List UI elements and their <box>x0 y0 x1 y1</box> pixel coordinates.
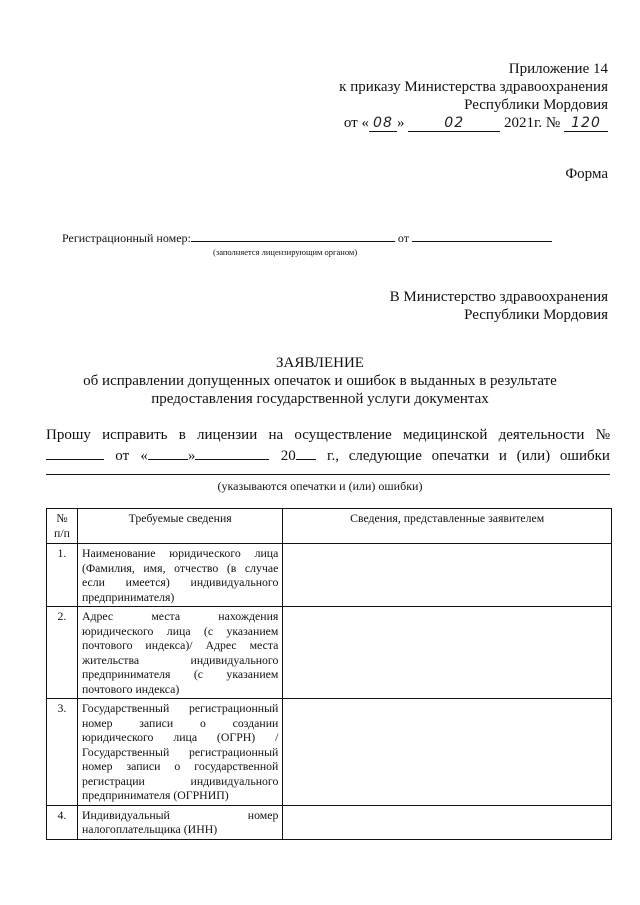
request-paragraph <box>46 425 610 466</box>
request-line-1: Прошу исправить в лицензии на осуществление медицинской деятельности № <box>46 427 610 443</box>
appendix-number: Приложение 14 <box>508 61 608 77</box>
order-month: 02 <box>408 116 500 132</box>
license-year-field[interactable] <box>296 445 316 460</box>
row-number: 4. <box>47 805 78 839</box>
registration-from-label: от <box>397 231 409 245</box>
row-description: Государственный регистрационный номер записи о создании юридического лица (ОГРН) / Государственный регистрационный номер записи о государственной регистрации индивидуального предпринимателя (ОГРНИП) <box>77 699 282 806</box>
order-date-line: от « 08 » 02 2021г. № 120 <box>278 114 608 132</box>
row-value-cell[interactable] <box>283 805 612 839</box>
row-description: Индивидуальный номер налогоплательщика (ИНН) <box>77 805 282 839</box>
license-date-field[interactable]: « » <box>140 445 269 466</box>
header-required-info: Требуемые сведения <box>77 509 282 544</box>
errors-input-line[interactable] <box>46 474 610 475</box>
title-subtitle-2: предоставления государственной услуги документах <box>151 391 489 407</box>
header-number: № п/п <box>47 509 78 544</box>
registration-date-field[interactable] <box>412 230 552 242</box>
appendix-header <box>278 60 608 132</box>
row-number: 2. <box>47 607 78 699</box>
registration-label: Регистрационный номер: <box>62 231 191 245</box>
table-header-row <box>47 509 612 544</box>
republic-name: Республики Мордовия <box>464 97 608 113</box>
license-number-field[interactable] <box>46 445 104 460</box>
order-day: 08 <box>369 116 397 132</box>
registration-note: (заполняется лицензирующим органом) <box>213 247 358 257</box>
table-row <box>47 607 612 699</box>
table-row <box>47 544 612 607</box>
order-reference: к приказу Министерства здравоохранения <box>339 79 608 95</box>
row-description: Адрес места нахождения юридического лица (с указанием почтового индекса)/ Адрес места жительства индивидуального предпринимателя (с указанием почтового индекса) <box>77 607 282 699</box>
request-tail: г., следующие опечатки и (или) ошибки <box>326 448 610 464</box>
recipient-line-2: Республики Мордовия <box>464 307 608 323</box>
form-label: Форма <box>565 166 608 182</box>
row-number: 3. <box>47 699 78 806</box>
header-applicant-info: Сведения, представленные заявителем <box>283 509 612 544</box>
recipient-block <box>308 288 608 324</box>
title-heading: ЗАЯВЛЕНИЕ <box>276 355 364 371</box>
recipient-line-1: В Министерство здравоохранения <box>389 289 608 305</box>
request-line-2: от « » 20 г., следующие опечатки и (или) ошибки <box>46 445 610 466</box>
registration-number-field[interactable] <box>191 230 395 242</box>
order-number: 120 <box>564 116 608 132</box>
row-value-cell[interactable] <box>283 544 612 607</box>
registration-line <box>62 230 552 246</box>
document-title <box>0 354 640 408</box>
table-row <box>47 805 612 839</box>
errors-note: (указываются опечатки и (или) ошибки) <box>217 479 423 493</box>
title-subtitle-1: об исправлении допущенных опечаток и ошибок в выданных в результате <box>83 373 557 389</box>
row-value-cell[interactable] <box>283 699 612 806</box>
row-description: Наименование юридического лица (Фамилия, имя, отчество (в случае если имеется) индивидуального предпринимателя) <box>77 544 282 607</box>
table-row <box>47 699 612 806</box>
row-number: 1. <box>47 544 78 607</box>
row-value-cell[interactable] <box>283 607 612 699</box>
corrections-table <box>46 508 612 840</box>
